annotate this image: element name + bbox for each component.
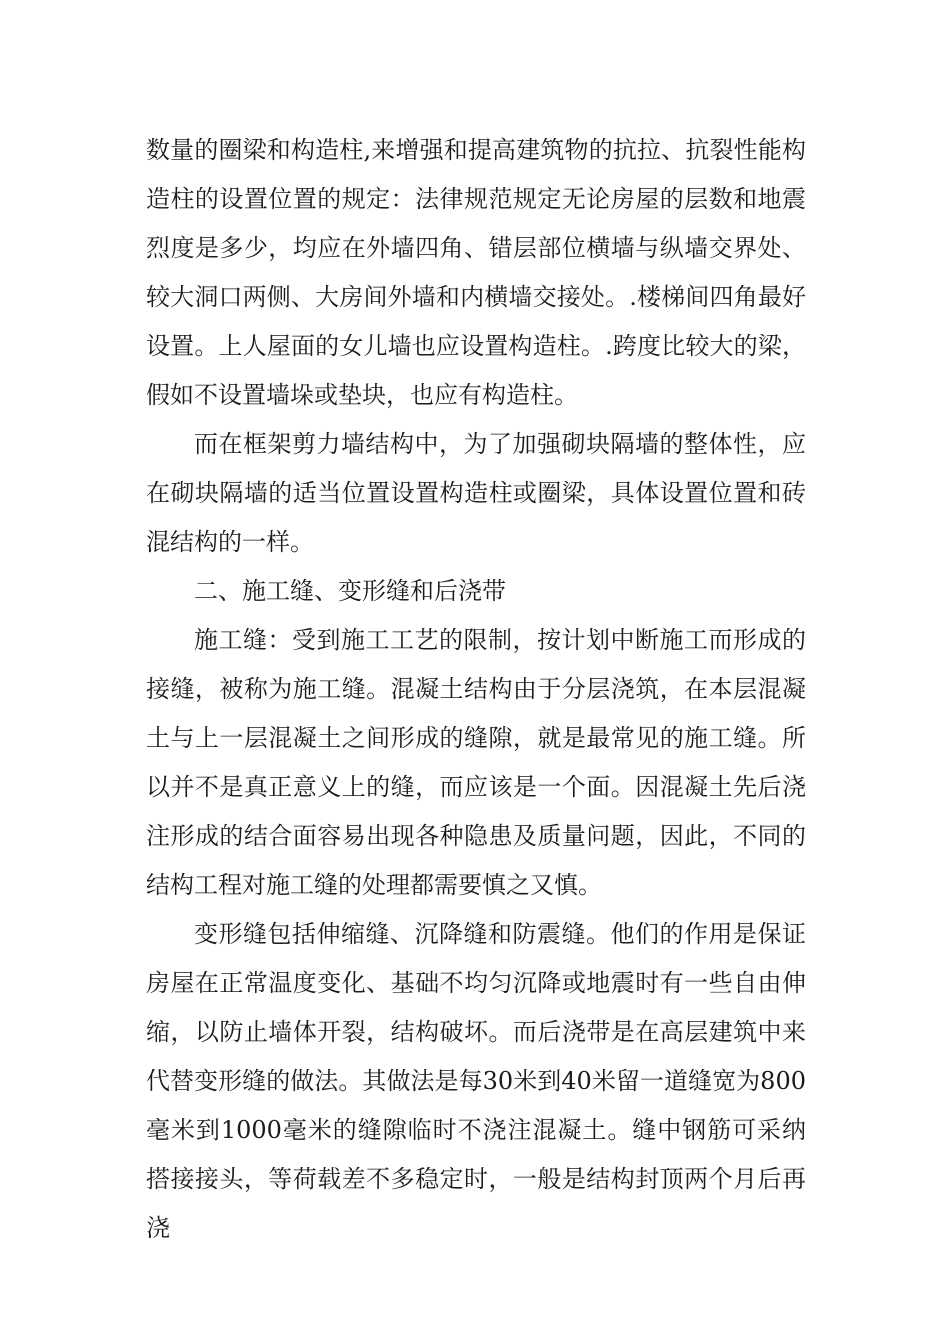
paragraph-deformation-joint: 变形缝包括伸缩缝、沉降缝和防震缝。他们的作用是保证房屋在正常温度变化、基础不均匀沉降或地震时有一些自由伸缩，以防止墙体开裂，结构破坏。而后浇带是在高层建筑中来代替变形缝的做法。其做法是每30米到40米留一道缝宽为800毫米到1000毫米的缝隙临时不浇注混凝土。缝中钢筋可采纳搭接接头，等荷载差不多稳定时，一般是结构封顶两个月后再浇: [146, 920, 806, 1242]
paragraph-construction-joint: 施工缝：受到施工工艺的限制，按计划中断施工而形成的接缝，被称为施工缝。混凝土结构由于分层浇筑，在本层混凝土与上一层混凝土之间形成的缝隙，就是最常见的施工缝。所以并不是真正意义上的缝，而应该是一个面。因混凝土先后浇注形成的结合面容易出现各种隐患及质量问题，因此，不同的结构工程对施工缝的处理都需要慎之又慎。: [146, 626, 806, 899]
paragraph-continued: 数量的圈梁和构造柱,来增强和提高建筑物的抗拉、抗裂性能构造柱的设置位置的规定：法律规范规定无论房屋的层数和地震烈度是多少，均应在外墙四角、错层部位横墙与纵墙交界处、较大洞口两侧、大房间外墙和内横墙交接处。.楼梯间四角最好设置。上人屋面的女儿墙也应设置构造柱。.跨度比较大的梁，假如不设置墙垛或垫块，也应有构造柱。: [146, 136, 806, 409]
section-heading: 二、施工缝、变形缝和后浇带: [194, 577, 506, 605]
paragraph-frame-shear-wall: 而在框架剪力墙结构中，为了加强砌块隔墙的整体性，应在砌块隔墙的适当位置设置构造柱或圈梁，具体设置位置和砖混结构的一样。: [146, 430, 806, 556]
document-body: [146, 126, 806, 1253]
